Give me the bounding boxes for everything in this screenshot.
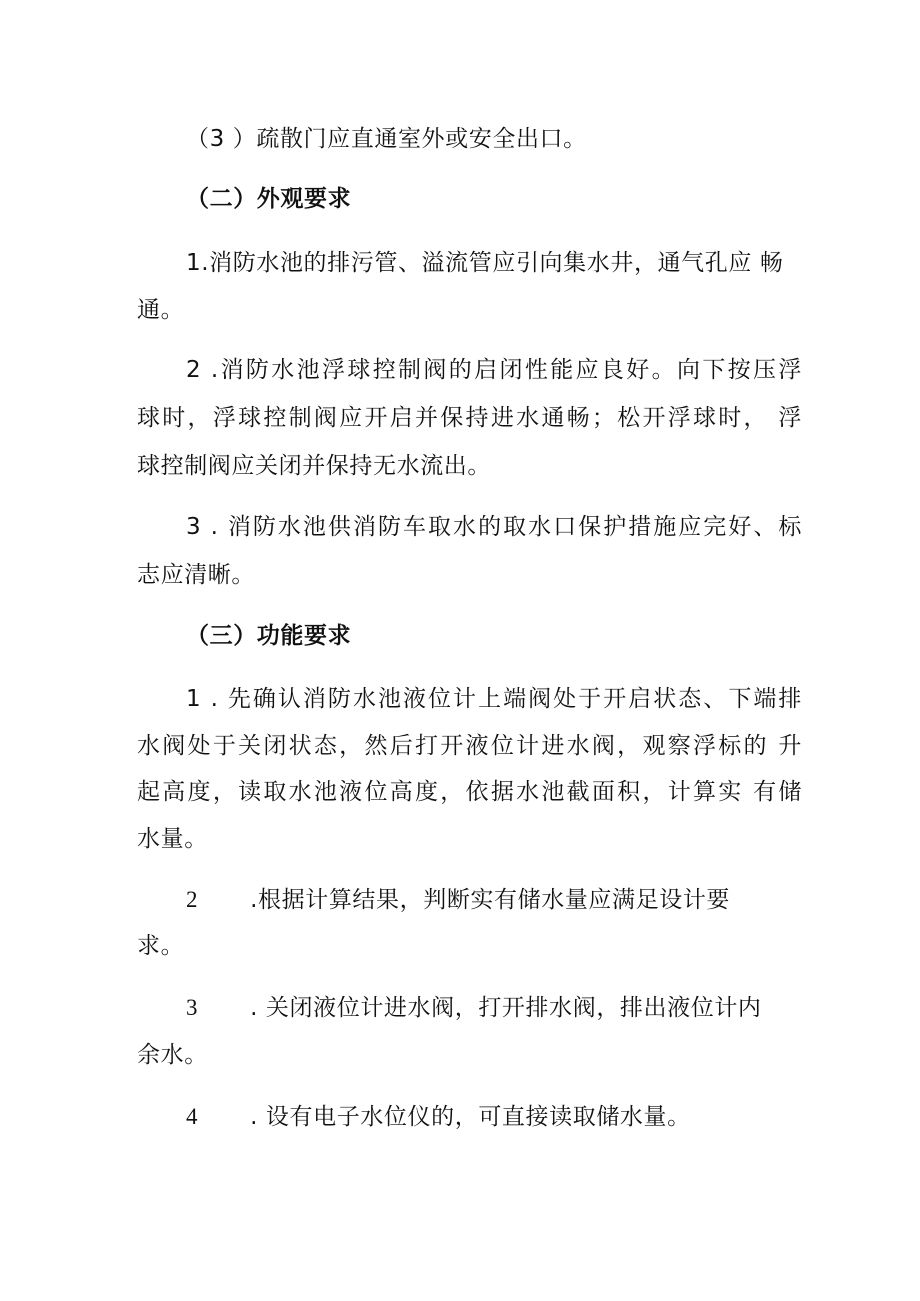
item-number: 2 <box>186 887 199 912</box>
paragraph-line: （3 ）疏散门应直通室外或安全出口。 <box>186 126 587 152</box>
paragraph-line: 起高度，读取水池液位高度，依据水池截面积，计算实 有储 <box>137 779 802 805</box>
paragraph-line: 通。 <box>137 297 185 323</box>
paragraph-line: 球控制阀应关闭并保持无水流出。 <box>137 453 491 479</box>
item-number: 4 <box>186 1104 199 1129</box>
paragraph-line: 球时，浮球控制阀应开启并保持进水通畅；松开浮球时， 浮 <box>137 405 802 431</box>
paragraph-line: 余水。 <box>137 1042 208 1068</box>
list-item-line <box>186 1102 802 1132</box>
section-heading: （三）功能要求 <box>186 623 352 649</box>
item-text: . 关闭液位计进水阀，打开排水阀，排出液位计内 <box>250 995 762 1021</box>
paragraph-line: 3 . 消防水池供消防车取水的取水口保护措施应完好、标 <box>186 514 802 540</box>
item-number: 3 <box>186 995 199 1020</box>
list-item-line <box>186 993 802 1023</box>
paragraph-line: 水阀处于关闭状态，然后打开液位计进水阀，观察浮标的 升 <box>137 733 802 759</box>
section-heading: （二）外观要求 <box>186 186 352 212</box>
paragraph-line: 水量。 <box>137 826 208 852</box>
paragraph-line: 志应清晰。 <box>137 562 255 588</box>
list-item-line <box>186 885 802 915</box>
item-text: .根据计算结果，判断实有储水量应满足设计要 <box>250 887 731 913</box>
paragraph-line: 2 .消防水池浮球控制阀的启闭性能应良好。向下按压浮 <box>186 357 802 383</box>
paragraph-line: 1 . 先确认消防水池液位计上端阀处于开启状态、下端排 <box>186 686 802 712</box>
paragraph-line: 求。 <box>137 933 185 959</box>
item-text: . 设有电子水位仪的，可直接读取储水量。 <box>250 1104 691 1130</box>
paragraph-line: 1.消防水池的排污管、溢流管应引向集水井，通气孔应 畅 <box>186 250 784 276</box>
